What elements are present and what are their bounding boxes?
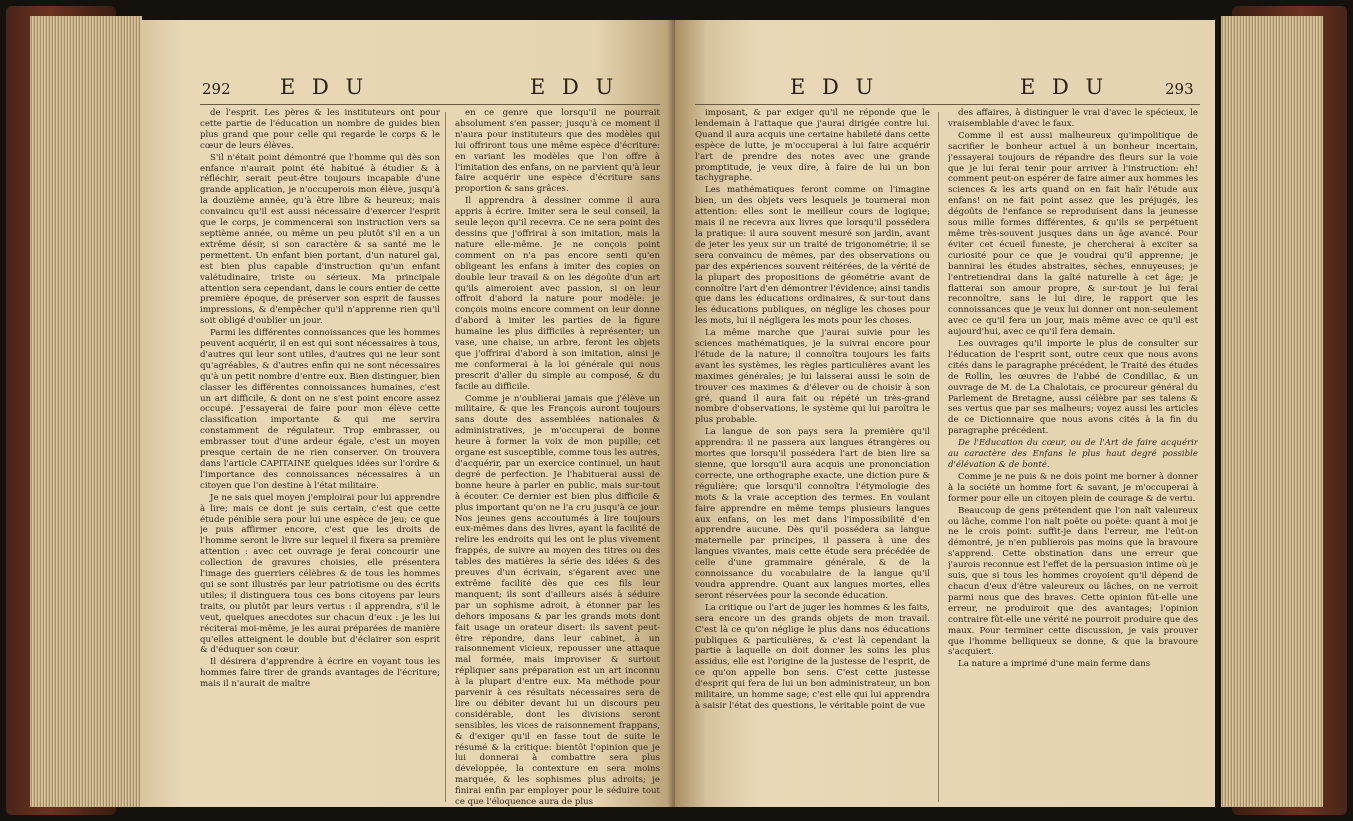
header-rule <box>200 104 660 105</box>
paragraph: S'il n'était point démontré que l'homme qui dès son enfance n'aurait point été habitué à étudier & à réfléchir, serait peut-être toujours incapable d'une grande application, je n'occuperois mon élève, jusqu'à la douzième année, qu'à être libre & heureux; mais convaincu qu'il est aussi nécessaire d'exercer l'esprit que le corps, je commencerai son instruction vers sa septième année, ou même un peu plutôt s'il en a un extrême désir, si son caractère & sa santé me le permettent. Un enfant bien portant, d'un naturel gai, est bien plus capable d'instruction qu'un enfant valétudinaire, triste ou sérieux. Ma principale attention sera cependant, dans le cours entier de cette première époque, de préserver son esprit de fausses impressions, & d'empêcher qu'il n'apprenne rien qu'il soit obligé d'oublier un jour. <box>200 152 440 327</box>
paragraph: des affaires, à distinguer le vrai d'avec le spécieux, le vraisemblable d'avec le faux. <box>948 108 1198 129</box>
right-page <box>675 20 1215 807</box>
page-number: 292 <box>202 80 231 98</box>
paragraph: de l'esprit. Les pères & les instituteurs ont pour cette partie de l'éducation un nombre de guides bien plus grand que pour celle qui regarde le corps & le cœur de leurs élèves. <box>200 108 440 151</box>
paragraph: imposant, & par exiger qu'il ne réponde que le lendemain à l'attaque que j'aurai dirigée contre lui. Quand il aura acquis une certaine habileté dans cette espèce de lutte, je m'occuperai à lui faire acquérir l'art de prendre des notes avec une grande promptitude, je veux dire, à faire de lui un bon tachygraphe. <box>695 108 930 184</box>
paragraph: Les mathématiques feront comme on l'imagine bien, un des objets vers lesquels je tournerai mon attention: elles sont le meilleur cours de logique; mais il ne recevra aux livres que lorsqu'il possédera la pratique: il aura souvent mesuré son jardin, avant de jeter les yeux sur un traité de trigonométrie; il se sera convaincu de mêmes, par des observations ou par des expériences souvent réitérées, de la vérité de la plupart des propositions de géométrie avant de connoître l'art d'en démontrer l'évidence; ainsi tandis que dans les éducations ordinaires, & sur-tout dans les éducations publiques, on néglige les choses pour les mots, lui il négligera les mots pour les choses. <box>695 185 930 327</box>
text-column-2 <box>948 108 1198 807</box>
column-divider <box>445 112 446 802</box>
paragraph: Comme je ne puis & ne dois point me borner à donner à la société un homme fort & savant, je m'occuperai à former pour elle un citoyen plein de courage & de vertu. <box>948 471 1198 504</box>
text-column-2 <box>455 108 660 807</box>
page-edges-left <box>30 16 142 807</box>
paragraph: La langue de son pays sera la première qu'il apprendra: il ne passera aux langues étrangères ou mortes que lorsqu'il possédera l'art de bien lire sa sienne, que lorsqu'il aura acquis une prononciation correcte, une orthographe exacte, une diction pure & régulière; que lorsqu'il connoîtra l'étymologie des mots & la vraie acception des termes. En voulant faire apprendre en même temps plusieurs langues aux enfans, on les met dans l'impossibilité d'en apprendre aucune. Dès qu'il possédera sa langue maternelle par principes, il passera à une des langues vivantes, mais cette étude sera précédée de celle d'une grammaire générale, & de la connoissance du vocabulaire de la langue qu'il voudra apprendre. Quant aux langues mortes, elles seront réservées pour la seconde éducation. <box>695 427 930 601</box>
running-header: E D U <box>530 75 619 99</box>
paragraph: Il désirera d'apprendre à écrire en voyant tous les hommes faire tirer de grands avantages de l'écriture; mais il n'aurait de maître <box>200 657 440 690</box>
running-header: E D U <box>280 75 369 99</box>
paragraph: Il apprendra à dessiner comme il aura appris à écrire. Imiter sera le seul conseil, la seule leçon qu'il recevra. Ce ne sera point des dessins que j'offrirai à son imitation, mais la nature elle-même. Je ne conçois point comment on n'a pas encore senti qu'en obligeant les enfans à imiter des copies on double leur travail & on les dégoûte d'un art qu'ils aimeroient avec passion, si on leur offroit d'abord la nature pour modèle: je conçois moins encore comment on leur donne d'abord à imiter les parties de la figure humaine les plus difficiles à représenter; un vase, une chaise, un arbre, feront les objets que j'offrirai d'abord à son imitation, ainsi je me conformerai à la loi générale qui nous prescrit d'aller du simple au composé, & du facile au difficile. <box>455 196 660 392</box>
header-rule <box>695 104 1200 105</box>
paragraph: en ce genre que lorsqu'il ne pourrait absolument s'en passer; jusqu'à ce moment il n'aura pour instituteurs que des modèles qui lui offriront tous une même espèce d'écriture: en variant les modèles que l'on offre à l'imitation des enfans, on ne parvient qu'à leur faire acquérir une espèce d'écriture sans proportion & sans grâces. <box>455 108 660 195</box>
column-divider <box>938 112 939 802</box>
running-header: E D U <box>790 75 879 99</box>
paragraph: Les ouvrages qu'il importe le plus de consulter sur l'éducation de l'esprit sont, outre ceux que nous avons cités dans le paragraphe précédent, le Traité des études de Rollin, les œuvres de l'abbé de Condillac, & un ouvrage de M. de La Chalotais, ce procureur général du Parlement de Bretagne, aussi célèbre par ses talens & ses vertus que par ses malheurs; voyez aussi les articles de ce Dictionnaire que nous avons cités à la fin du paragraphe précédent. <box>948 339 1198 437</box>
text-column-1 <box>695 108 930 807</box>
page-number: 293 <box>1165 80 1194 98</box>
paragraph: Parmi les différentes connoissances que les hommes peuvent acquérir, il en est qui sont nécessaires à tous, d'autres qui leur sont utiles, d'autres qui ne leur sont qu'agréables, & d'autres enfin qui ne sont nécessaires qu'à un petit nombre d'entre eux. Bien distinguer, bien classer les différentes connoissances humaines, c'est un art difficile, & dont on ne s'est point encore assez occupé. J'essayerai de faire pour mon élève cette classification importante & qui me servira constamment de régulateur. Trop embrasser, ou embrasser tout d'une ardeur égale, c'est un moyen presque certain de ne rien conserver. On trouvera dans l'article CAPITAINE quelques idées sur l'ordre & l'importance des connoissances nécessaires à un citoyen que l'on destine à l'état militaire. <box>200 328 440 491</box>
paragraph: Comme je n'oublierai jamais que j'élève un militaire, & que les François auront toujours sans doute des assemblées nationales & administratives, je m'occuperai de bonne heure à former la voix de mon pupille; cet organe est susceptible, comme tous les autres, d'acquérir, par un exercice continuel, un haut degré de perfection. Je l'habituerai aussi de bonne heure à parler en public, mais sur-tout à écouter. Ce dernier est bien plus difficile & plus important qu'on ne l'a cru jusqu'à ce jour. Nos jeunes gens accoutumés à lire toujours eux-mêmes dans des livres, ayant la facilité de relire les endroits qui les ont le plus vivement frappés, de suivre au moyen des titres ou des tables des matières la série des idées & des preuves d'un écrivain, s'égarent avec une extrême facilité dès que ces fils leur manquent; ils sont d'ailleurs aisés à séduire par un sophisme adroit, à étonner par les dehors imposans & par les grands mots dont fait usage un orateur disert: ils savent peut-être répondre, dans leur cabinet, à un raisonnement vicieux, repousser une attaque mal formée, mais improviser & surtout répliquer sans préparation est un art inconnu à la plupart d'entre eux. Ma méthode pour parvenir à ces résultats nécessaires sera de lire ou débiter devant lui un discours peu considérable, dont les divisions seront sensibles, les vices de raisonnement frappans, & d'exiger qu'il en fasse tout de suite le résumé & la critique: bientôt l'opinion que je lui donnerai à combattre sera plus développée, la contexture en sera moins marquée, & les sophismes plus adroits; je finirai enfin par employer pour le séduire tout ce que l'éloquence aura de plus <box>455 393 660 807</box>
paragraph: Beaucoup de gens prétendent que l'on naît valeureux ou lâche, comme l'on naît poëte ou poëte: quant à moi je ne le crois point: suffit-je dans l'erreur, me l'eût-on démontré, je n'en publierois pas moins que la bravoure s'apprend. Cette obstination dans une erreur que j'aurois reconnue est l'effet de la persuasion intime où je suis, que si tous les hommes croyoient qu'il dépend de chacun d'eux d'être valeureux ou lâches, on ne verroit parmi nous que des braves. Cette opinion fût-elle une erreur, ne produiroit que des avantages; l'opinion contraire fût-elle une vérité ne pourroit produire que des maux. Pour terminer cette discussion, je vais prouver que l'homme belliqueux se donne, & que la bravoure s'acquiert. <box>948 505 1198 658</box>
paragraph: Comme il est aussi malheureux qu'impolitique de sacrifier le bonheur actuel à un bonheur incertain, j'essayerai toujours de répandre des fleurs sur la voie que je lui ferai tenir pour arriver à l'instruction: eh! comment peut-on espérer de faire aimer aux hommes les sciences & les arts quand on en fait haïr l'étude aux enfans! on ne fait point assez que les préjugés, les dégoûts de l'enfance se reproduisent dans la jeunesse sous mille formes différentes, & qu'ils se perpétuent même très-souvent jusques dans un âge avancé. Pour éviter cet écueil funeste, je chercherai à exciter sa curiosité pour ce que je voudrai qu'il apprenne; je bannirai les études abstraites, sèches, ennuyeuses; je l'entretiendrai dans la gaîté naturelle à cet âge; je flatterai son amour propre, & sur-tout je lui ferai reconnoître, sans le lui dire, le rapport que les connoissances que je veux lui donner ont non-seulement avec ce qu'il fera un jour, mais même avec ce qu'il est aujourd'hui, avec ce qu'il fera demain. <box>948 130 1198 338</box>
paragraph: La nature a imprimé d'une main ferme dans <box>958 659 1151 670</box>
paragraph: La même marche que j'aurai suivie pour les sciences mathématiques, je la suivrai encore pour l'étude de la nature; il connoîtra toujours les faits avant les systèmes, les règles particulières avant les maximes générales; je lui laisserai aussi le soin de trouver ces maximes & d'élever ou de choisir à son gré, quand il aura fait ou répété un très-grand nombre d'observations, le système qui lui paroîtra le plus probable. <box>695 328 930 426</box>
text-column-1 <box>200 108 440 807</box>
paragraph: Je ne sais quel moyen j'emploirai pour lui apprendre à lire; mais ce dont je suis certain, c'est que cette étude pénible sera pour lui une espèce de jeu; ce que je puis affirmer encore, c'est que les droits de l'homme seront le livre sur lequel il fixera sa première attention : avec cet ouvrage je ferai concourir une collection de gravures choisies, elle présentera l'image des guerriers célèbres & de tous les hommes qui se sont illustrés par leur patriotisme ou des écrits utiles; il distinguera tous ces bons citoyens par leurs traits, ou plutôt par leurs vertus : il apprendra, s'il le veut, quelques anecdotes sur chacun d'eux : je les lui réciterai moi-même, je les aurai préparées de manière qu'elles atteignent le double but d'éclairer son esprit & d'éduquer son cœur. <box>200 492 440 656</box>
page-edges-right <box>1221 16 1323 807</box>
running-header: E D U <box>1020 75 1109 99</box>
left-page <box>140 20 675 807</box>
section-heading: De l'Education du cœur, ou de l'Art de faire acquérir au caractère des Enfans le plus haut degré possible d'élévation & de bonté. <box>948 438 1198 470</box>
paragraph: La critique ou l'art de juger les hommes & les faits, sera encore un des grands objets de mon travail. C'est là ce qu'on néglige le plus dans nos éducations publiques & particulières, & c'est là cependant la partie à laquelle on doit donner les soins les plus assidus, elle est l'origine de la justesse de l'esprit, de ce qu'on appelle bon sens. C'est cette justesse d'esprit qui fera de lui un bon administrateur, un bon militaire, un homme sage; c'est elle qui lui apprendra à saisir l'état des questions, le véritable point de vue <box>695 602 930 711</box>
